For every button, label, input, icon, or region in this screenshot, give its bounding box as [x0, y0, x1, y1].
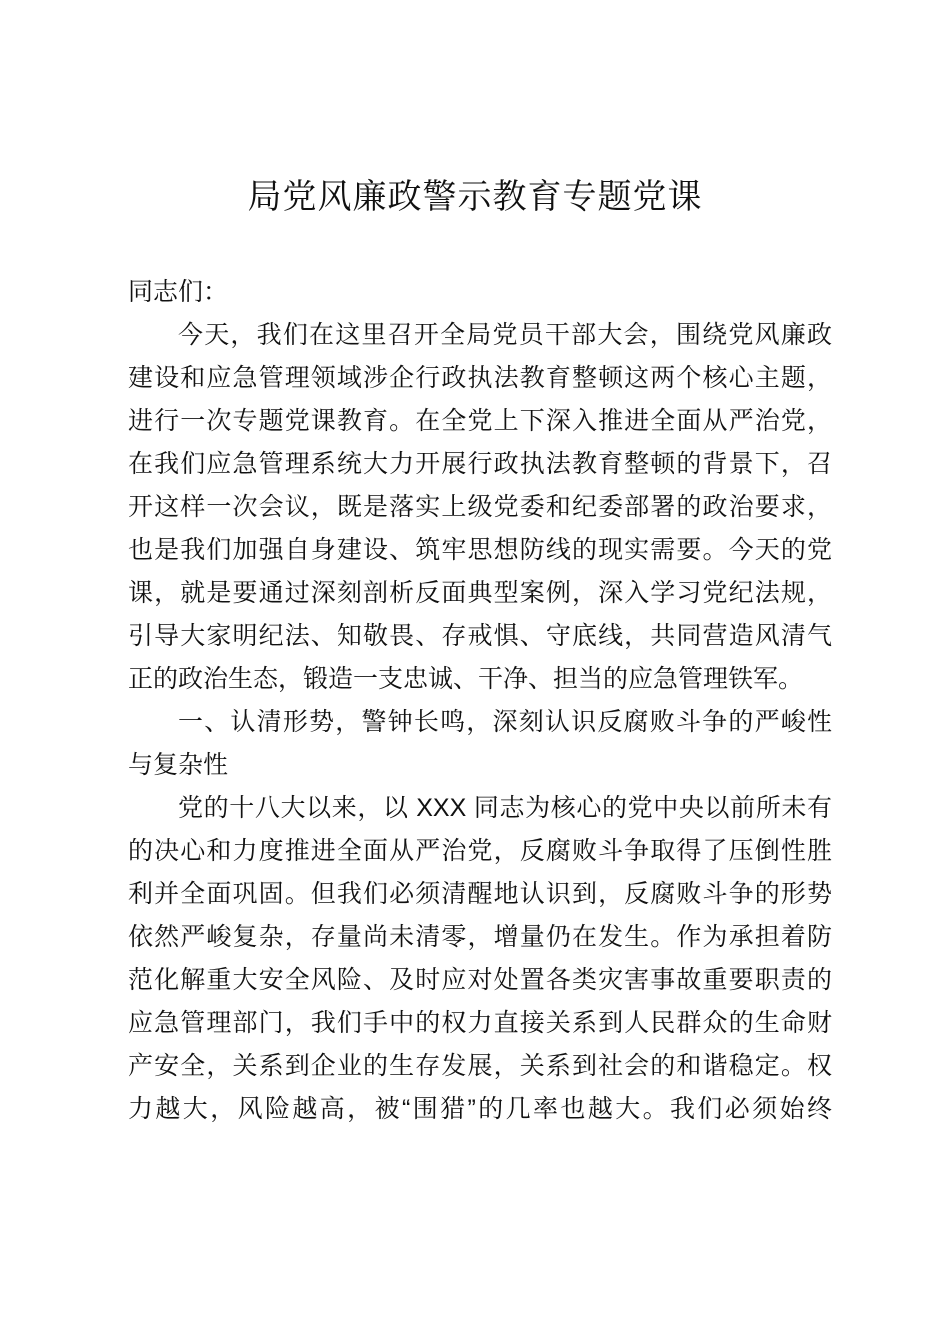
paragraph-line: 范化解重大安全风险、及时应对处置各类灾害事故重要职责的	[128, 966, 832, 994]
paragraph-line: 的决心和力度推进全面从严治党，反腐败斗争取得了压倒性胜	[128, 837, 832, 865]
salutation: 同志们：	[128, 278, 229, 306]
paragraph-line: 今天，我们在这里召开全局党员干部大会，围绕党风廉政	[178, 321, 832, 349]
paragraph-line: 在我们应急管理系统大力开展行政执法教育整顿的背景下，召	[128, 450, 832, 478]
section-heading-1	[128, 701, 832, 787]
paragraph-line: 建设和应急管理领域涉企行政执法教育整顿这两个核心主题，	[128, 364, 832, 392]
paragraph-line: 利并全面巩固。但我们必须清醒地认识到，反腐败斗争的形势	[128, 880, 832, 908]
paragraph-line: 进行一次专题党课教育。在全党上下深入推进全面从严治党，	[128, 407, 832, 435]
paragraph-line: 产安全，关系到企业的生存发展，关系到社会的和谐稳定。权	[128, 1052, 832, 1080]
document-body	[128, 271, 832, 1131]
paragraph-section-1	[128, 787, 832, 1131]
paragraph-intro	[128, 314, 832, 701]
heading-line: 与复杂性	[128, 751, 229, 779]
paragraph-line: 课，就是要通过深刻剖析反面典型案例，深入学习党纪法规，	[128, 579, 832, 607]
document-title: 局党风廉政警示教育专题党课	[247, 178, 703, 216]
paragraph-line: 引导大家明纪法、知敬畏、存戒惧、守底线，共同营造风清气	[128, 622, 832, 650]
paragraph-line: 也是我们加强自身建设、筑牢思想防线的现实需要。今天的党	[128, 536, 832, 564]
heading-line: 一、认清形势，警钟长鸣，深刻认识反腐败斗争的严峻性	[178, 708, 832, 736]
paragraph-line: 应急管理部门，我们手中的权力直接关系到人民群众的生命财	[128, 1009, 832, 1037]
paragraph-line: 力越大，风险越高，被“围猎”的几率也越大。我们必须始终	[128, 1095, 832, 1123]
paragraph-line: 党的十八大以来，以 XXX 同志为核心的党中央以前所未有	[178, 794, 832, 822]
paragraph-line: 正的政治生态，锻造一支忠诚、干净、担当的应急管理铁军。	[128, 665, 804, 693]
paragraph-line: 依然严峻复杂，存量尚未清零，增量仍在发生。作为承担着防	[128, 923, 832, 951]
paragraph-line: 开这样一次会议，既是落实上级党委和纪委部署的政治要求，	[128, 493, 832, 521]
